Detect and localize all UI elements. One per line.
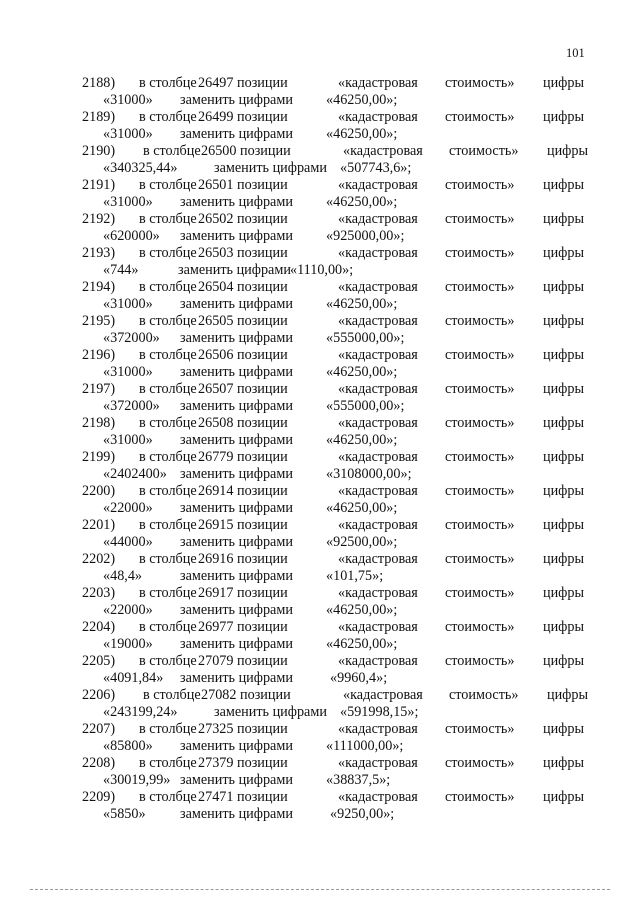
old-value: «620000»: [103, 228, 160, 244]
item-number: 2207): [82, 721, 116, 737]
column-number: 26497: [198, 75, 234, 91]
item-number: 2196): [82, 347, 116, 363]
amendment-item: [0, 619, 640, 653]
in-column-text: в столбце: [139, 245, 197, 261]
page-number: 101: [566, 46, 585, 60]
digits-text: цифры: [543, 483, 585, 499]
cadastral-text: «кадастровая: [338, 721, 418, 737]
replace-with-text: заменить цифрами: [180, 738, 293, 754]
column-position: [198, 551, 288, 567]
replace-with-text: заменить цифрами: [180, 670, 293, 686]
amendment-item: [0, 177, 640, 211]
in-column-text: в столбце: [139, 347, 197, 363]
replace-with-text: заменить цифрами: [180, 364, 293, 380]
in-column-text: в столбце: [139, 585, 197, 601]
position-text: позиции: [237, 721, 288, 737]
column-number: 26779: [198, 449, 234, 465]
item-number: 2188): [82, 75, 116, 91]
digits-text: цифры: [543, 211, 585, 227]
position-text: позиции: [240, 143, 291, 159]
column-position: [198, 415, 288, 431]
digits-text: цифры: [543, 313, 585, 329]
value-text: стоимость»: [445, 211, 515, 227]
in-column-text: в столбце: [139, 517, 197, 533]
digits-text: цифры: [543, 585, 585, 601]
new-value: «46250,00»;: [326, 500, 398, 516]
position-text: позиции: [237, 245, 288, 261]
value-text: стоимость»: [445, 415, 515, 431]
value-text: стоимость»: [445, 619, 515, 635]
in-column-text: в столбце: [139, 109, 197, 125]
amendment-item: [0, 687, 640, 721]
item-number: 2208): [82, 755, 116, 771]
replace-with-text: заменить цифрами: [214, 704, 327, 720]
column-position: [198, 347, 288, 363]
value-text: стоимость»: [445, 551, 515, 567]
in-column-text: в столбце: [143, 143, 201, 159]
digits-text: цифры: [543, 551, 585, 567]
old-value: «85800»: [103, 738, 153, 754]
new-value: «92500,00»;: [326, 534, 398, 550]
column-number: 27079: [198, 653, 234, 669]
item-number: 2204): [82, 619, 116, 635]
value-text: стоимость»: [445, 109, 515, 125]
column-number: 26504: [198, 279, 234, 295]
column-position: [198, 721, 288, 737]
digits-text: цифры: [543, 415, 585, 431]
column-position: [198, 313, 288, 329]
new-value: «46250,00»;: [326, 636, 398, 652]
position-text: позиции: [237, 211, 288, 227]
new-value: «555000,00»;: [326, 398, 405, 414]
digits-text: цифры: [543, 347, 585, 363]
old-value: «22000»: [103, 602, 153, 618]
column-position: [198, 211, 288, 227]
amendment-item: [0, 313, 640, 347]
value-text: стоимость»: [445, 653, 515, 669]
new-value: «101,75»;: [326, 568, 384, 584]
item-number: 2192): [82, 211, 116, 227]
old-value: «44000»: [103, 534, 153, 550]
cadastral-text: «кадастровая: [338, 619, 418, 635]
position-text: позиции: [237, 347, 288, 363]
replace-with-text: заменить цифрами: [180, 806, 293, 822]
value-text: стоимость»: [445, 177, 515, 193]
item-number: 2194): [82, 279, 116, 295]
replace-with-text: заменить цифрами: [180, 330, 293, 346]
digits-text: цифры: [543, 789, 585, 805]
column-position: [198, 755, 288, 771]
old-value: «22000»: [103, 500, 153, 516]
in-column-text: в столбце: [139, 211, 197, 227]
item-number: 2198): [82, 415, 116, 431]
column-position: [198, 449, 288, 465]
digits-text: цифры: [543, 245, 585, 261]
value-text: стоимость»: [445, 483, 515, 499]
value-text: стоимость»: [445, 517, 515, 533]
in-column-text: в столбце: [139, 279, 197, 295]
column-position: [198, 381, 288, 397]
value-text: стоимость»: [445, 347, 515, 363]
amendment-item: [0, 585, 640, 619]
old-value: «19000»: [103, 636, 153, 652]
replace-with-text: заменить цифрами: [180, 568, 293, 584]
column-number: 27082: [201, 687, 237, 703]
cadastral-text: «кадастровая: [338, 415, 418, 431]
digits-text: цифры: [543, 381, 585, 397]
in-column-text: в столбце: [139, 789, 197, 805]
position-text: позиции: [237, 279, 288, 295]
old-value: «31000»: [103, 92, 153, 108]
item-number: 2189): [82, 109, 116, 125]
column-number: 26917: [198, 585, 234, 601]
amendment-item: [0, 75, 640, 109]
item-number: 2206): [82, 687, 116, 703]
amendment-item: [0, 415, 640, 449]
new-value: «111000,00»;: [326, 738, 404, 754]
position-text: позиции: [237, 415, 288, 431]
new-value: «9960,4»;: [330, 670, 388, 686]
item-number: 2199): [82, 449, 116, 465]
amendment-item: [0, 449, 640, 483]
new-value: «507743,6»;: [340, 160, 412, 176]
column-number: 26977: [198, 619, 234, 635]
new-value: «1110,00»;: [290, 262, 354, 278]
cadastral-text: «кадастровая: [338, 755, 418, 771]
position-text: позиции: [237, 789, 288, 805]
position-text: позиции: [237, 109, 288, 125]
cadastral-text: «кадастровая: [338, 347, 418, 363]
column-position: [198, 245, 288, 261]
new-value: «9250,00»;: [330, 806, 395, 822]
amendment-item: [0, 517, 640, 551]
column-position: [198, 619, 288, 635]
amendment-item: [0, 483, 640, 517]
amendment-item: [0, 789, 640, 823]
value-text: стоимость»: [449, 687, 519, 703]
position-text: позиции: [237, 381, 288, 397]
position-text: позиции: [237, 551, 288, 567]
cadastral-text: «кадастровая: [343, 143, 423, 159]
position-text: позиции: [237, 449, 288, 465]
item-number: 2203): [82, 585, 116, 601]
column-position: [198, 483, 288, 499]
value-text: стоимость»: [445, 381, 515, 397]
digits-text: цифры: [547, 687, 589, 703]
digits-text: цифры: [543, 517, 585, 533]
item-number: 2205): [82, 653, 116, 669]
item-number: 2202): [82, 551, 116, 567]
cadastral-text: «кадастровая: [338, 585, 418, 601]
amendment-item: [0, 721, 640, 755]
amendment-item: [0, 211, 640, 245]
digits-text: цифры: [543, 109, 585, 125]
replace-with-text: заменить цифрами: [180, 500, 293, 516]
value-text: стоимость»: [445, 789, 515, 805]
digits-text: цифры: [543, 75, 585, 91]
old-value: «243199,24»: [103, 704, 178, 720]
column-position: [198, 279, 288, 295]
in-column-text: в столбце: [139, 653, 197, 669]
old-value: «30019,99»: [103, 772, 171, 788]
column-number: 26499: [198, 109, 234, 125]
in-column-text: в столбце: [143, 687, 201, 703]
item-number: 2209): [82, 789, 116, 805]
replace-with-text: заменить цифрами: [180, 602, 293, 618]
digits-text: цифры: [543, 755, 585, 771]
column-position: [198, 75, 288, 91]
value-text: стоимость»: [445, 721, 515, 737]
cadastral-text: «кадастровая: [338, 551, 418, 567]
new-value: «591998,15»;: [340, 704, 419, 720]
old-value: «48,4»: [103, 568, 143, 584]
in-column-text: в столбце: [139, 177, 197, 193]
replace-with-text: заменить цифрами: [178, 262, 291, 278]
replace-with-text: заменить цифрами: [180, 126, 293, 142]
digits-text: цифры: [543, 449, 585, 465]
replace-with-text: заменить цифрами: [180, 534, 293, 550]
digits-text: цифры: [547, 143, 589, 159]
cadastral-text: «кадастровая: [338, 279, 418, 295]
value-text: стоимость»: [445, 279, 515, 295]
in-column-text: в столбце: [139, 755, 197, 771]
item-number: 2197): [82, 381, 116, 397]
new-value: «46250,00»;: [326, 296, 398, 312]
column-position: [201, 143, 291, 159]
new-value: «46250,00»;: [326, 126, 398, 142]
amendment-list: [0, 75, 640, 823]
column-number: 26916: [198, 551, 234, 567]
old-value: «31000»: [103, 432, 153, 448]
replace-with-text: заменить цифрами: [180, 398, 293, 414]
in-column-text: в столбце: [139, 619, 197, 635]
column-position: [198, 517, 288, 533]
replace-with-text: заменить цифрами: [180, 772, 293, 788]
cadastral-text: «кадастровая: [338, 653, 418, 669]
column-position: [198, 109, 288, 125]
new-value: «46250,00»;: [326, 194, 398, 210]
old-value: «744»: [103, 262, 139, 278]
position-text: позиции: [237, 75, 288, 91]
new-value: «46250,00»;: [326, 364, 398, 380]
amendment-item: [0, 381, 640, 415]
position-text: позиции: [237, 755, 288, 771]
old-value: «4091,84»: [103, 670, 164, 686]
replace-with-text: заменить цифрами: [180, 194, 293, 210]
cadastral-text: «кадастровая: [338, 109, 418, 125]
cadastral-text: «кадастровая: [338, 313, 418, 329]
amendment-item: [0, 347, 640, 381]
item-number: 2201): [82, 517, 116, 533]
value-text: стоимость»: [449, 143, 519, 159]
column-number: 27471: [198, 789, 234, 805]
cadastral-text: «кадастровая: [338, 245, 418, 261]
amendment-item: [0, 279, 640, 313]
cadastral-text: «кадастровая: [338, 449, 418, 465]
column-number: 26914: [198, 483, 234, 499]
column-position: [198, 653, 288, 669]
replace-with-text: заменить цифрами: [180, 432, 293, 448]
position-text: позиции: [237, 483, 288, 499]
new-value: «46250,00»;: [326, 602, 398, 618]
new-value: «555000,00»;: [326, 330, 405, 346]
replace-with-text: заменить цифрами: [180, 636, 293, 652]
column-number: 26508: [198, 415, 234, 431]
scan-edge-line: [30, 889, 610, 890]
item-number: 2190): [82, 143, 116, 159]
item-number: 2191): [82, 177, 116, 193]
value-text: стоимость»: [445, 755, 515, 771]
in-column-text: в столбце: [139, 483, 197, 499]
position-text: позиции: [237, 313, 288, 329]
position-text: позиции: [237, 619, 288, 635]
amendment-item: [0, 653, 640, 687]
position-text: позиции: [237, 177, 288, 193]
column-position: [198, 177, 288, 193]
old-value: «2402400»: [103, 466, 167, 482]
old-value: «31000»: [103, 194, 153, 210]
new-value: «46250,00»;: [326, 432, 398, 448]
position-text: позиции: [240, 687, 291, 703]
cadastral-text: «кадастровая: [338, 211, 418, 227]
column-position: [198, 789, 288, 805]
column-number: 26915: [198, 517, 234, 533]
column-number: 27325: [198, 721, 234, 737]
cadastral-text: «кадастровая: [338, 517, 418, 533]
old-value: «5850»: [103, 806, 146, 822]
old-value: «372000»: [103, 398, 160, 414]
replace-with-text: заменить цифрами: [214, 160, 327, 176]
new-value: «3108000,00»;: [326, 466, 412, 482]
in-column-text: в столбце: [139, 415, 197, 431]
in-column-text: в столбце: [139, 721, 197, 737]
cadastral-text: «кадастровая: [338, 381, 418, 397]
position-text: позиции: [237, 517, 288, 533]
item-number: 2193): [82, 245, 116, 261]
old-value: «372000»: [103, 330, 160, 346]
column-number: 26501: [198, 177, 234, 193]
old-value: «31000»: [103, 126, 153, 142]
amendment-item: [0, 143, 640, 177]
replace-with-text: заменить цифрами: [180, 92, 293, 108]
replace-with-text: заменить цифрами: [180, 466, 293, 482]
column-number: 26500: [201, 143, 237, 159]
cadastral-text: «кадастровая: [343, 687, 423, 703]
replace-with-text: заменить цифрами: [180, 228, 293, 244]
new-value: «38837,5»;: [326, 772, 391, 788]
digits-text: цифры: [543, 721, 585, 737]
digits-text: цифры: [543, 177, 585, 193]
in-column-text: в столбце: [139, 551, 197, 567]
item-number: 2195): [82, 313, 116, 329]
old-value: «340325,44»: [103, 160, 178, 176]
in-column-text: в столбце: [139, 75, 197, 91]
value-text: стоимость»: [445, 313, 515, 329]
replace-with-text: заменить цифрами: [180, 296, 293, 312]
digits-text: цифры: [543, 279, 585, 295]
in-column-text: в столбце: [139, 449, 197, 465]
amendment-item: [0, 109, 640, 143]
column-number: 26507: [198, 381, 234, 397]
amendment-item: [0, 755, 640, 789]
digits-text: цифры: [543, 619, 585, 635]
column-position: [198, 585, 288, 601]
old-value: «31000»: [103, 296, 153, 312]
column-number: 26503: [198, 245, 234, 261]
value-text: стоимость»: [445, 585, 515, 601]
column-position: [201, 687, 291, 703]
in-column-text: в столбце: [139, 381, 197, 397]
value-text: стоимость»: [445, 449, 515, 465]
position-text: позиции: [237, 653, 288, 669]
column-number: 26505: [198, 313, 234, 329]
new-value: «925000,00»;: [326, 228, 405, 244]
column-number: 27379: [198, 755, 234, 771]
amendment-item: [0, 551, 640, 585]
value-text: стоимость»: [445, 75, 515, 91]
amendment-item: [0, 245, 640, 279]
in-column-text: в столбце: [139, 313, 197, 329]
new-value: «46250,00»;: [326, 92, 398, 108]
position-text: позиции: [237, 585, 288, 601]
item-number: 2200): [82, 483, 116, 499]
cadastral-text: «кадастровая: [338, 483, 418, 499]
cadastral-text: «кадастровая: [338, 75, 418, 91]
cadastral-text: «кадастровая: [338, 789, 418, 805]
column-number: 26502: [198, 211, 234, 227]
column-number: 26506: [198, 347, 234, 363]
old-value: «31000»: [103, 364, 153, 380]
cadastral-text: «кадастровая: [338, 177, 418, 193]
digits-text: цифры: [543, 653, 585, 669]
value-text: стоимость»: [445, 245, 515, 261]
